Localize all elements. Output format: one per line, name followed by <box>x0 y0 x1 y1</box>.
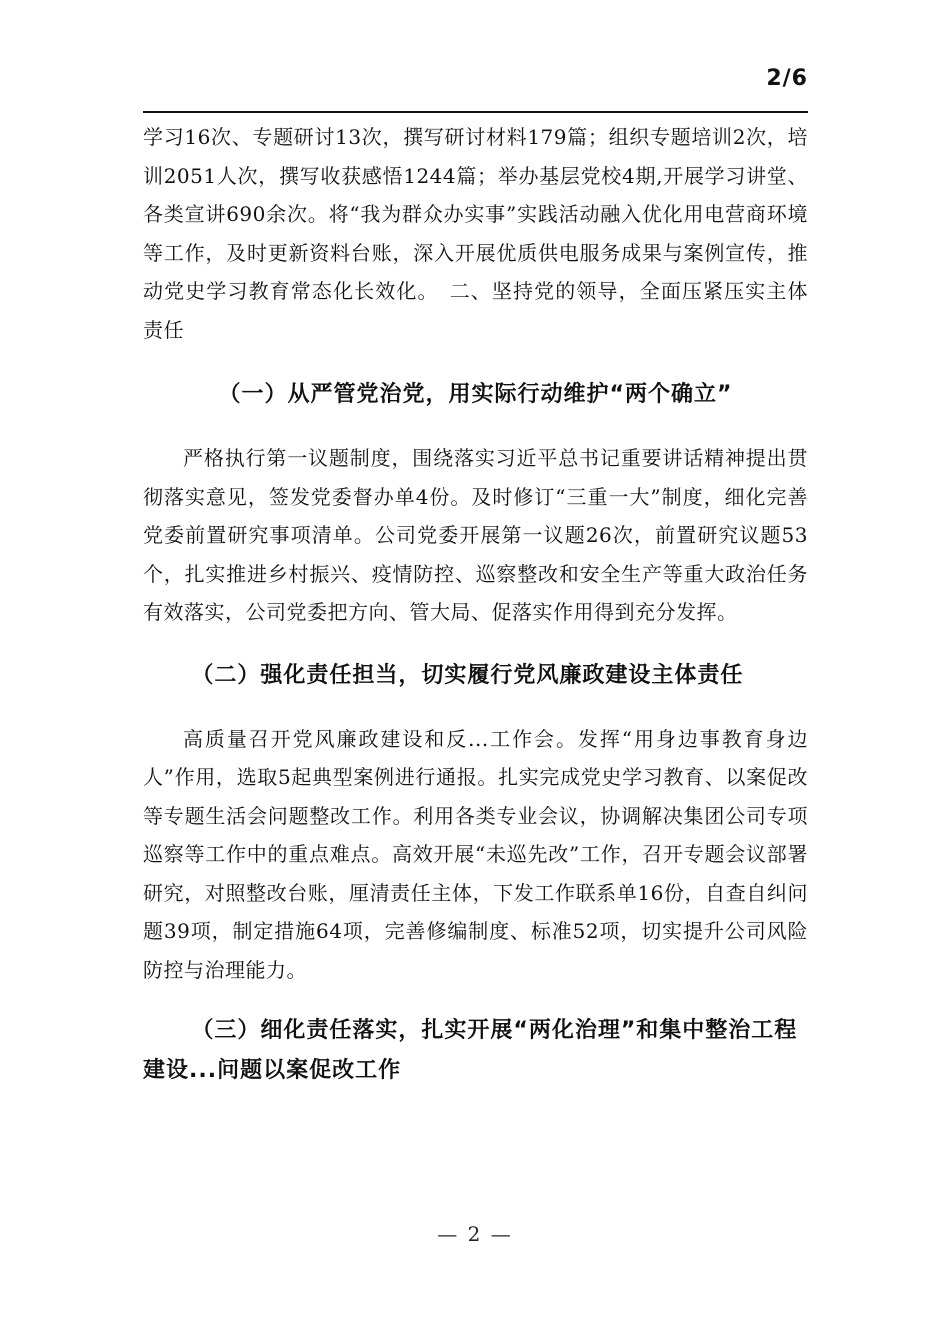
paragraph-continuation: 学习16次、专题研讨13次，撰写研讨材料179篇；组织专题培训2次，培训2051人次，撰写收获感悟1244篇；举办基层党校4期,开展学习讲堂、各类宣讲690余次。将“我为群众办实事”实践活动融入优化用电营商环境等工作，及时更新资料台账，深入开展优质供电服务成果与案例宣传，推动党史学习教育常态化长效化。 二、坚持党的领导，全面压紧压实主体责任 <box>143 125 808 342</box>
section-heading-1: （一）从严管党治党，用实际行动维护“两个确立” <box>218 382 733 407</box>
section-heading-3: （三）细化责任落实，扎实开展“两化治理”和集中整治工程建设...问题以案促改工作 <box>143 1018 798 1083</box>
header-rule <box>143 111 808 113</box>
document-body <box>143 118 808 1091</box>
section-heading-2: （二）强化责任担当，切实履行党风廉政建设主体责任 <box>191 662 744 688</box>
paragraph-1: 严格执行第一议题制度，围绕落实习近平总书记重要讲话精神提出贯彻落实意见，签发党委督办单4份。及时修订“三重一大”制度，细化完善党委前置研究事项清单。公司党委开展第一议题26次，前置研究议题53个，扎实推进乡村振兴、疫情防控、巡察整改和安全生产等重大政治任务有效落实，公司党委把方向、管大局、促落实作用得到充分发挥。 <box>143 446 808 624</box>
paragraph-2: 高质量召开党风廉政建设和反...工作会。发挥“用身边事教育身边人”作用，选取5起典型案例进行通报。扎实完成党史学习教育、以案促改等专题生活会问题整改工作。利用各类专业会议，协调解决集团公司专项巡察等工作中的重点难点。高效开展“未巡先改”工作，召开专题会议部署研究，对照整改台账，厘清责任主体，下发工作联系单16份，自查自纠问题39项，制定措施64项，完善修编制度、标准52项，切实提升公司风险防控与治理能力。 <box>143 726 808 982</box>
page-counter: 2/6 <box>766 66 808 91</box>
page-number-footer: — 2 — <box>437 1222 513 1246</box>
